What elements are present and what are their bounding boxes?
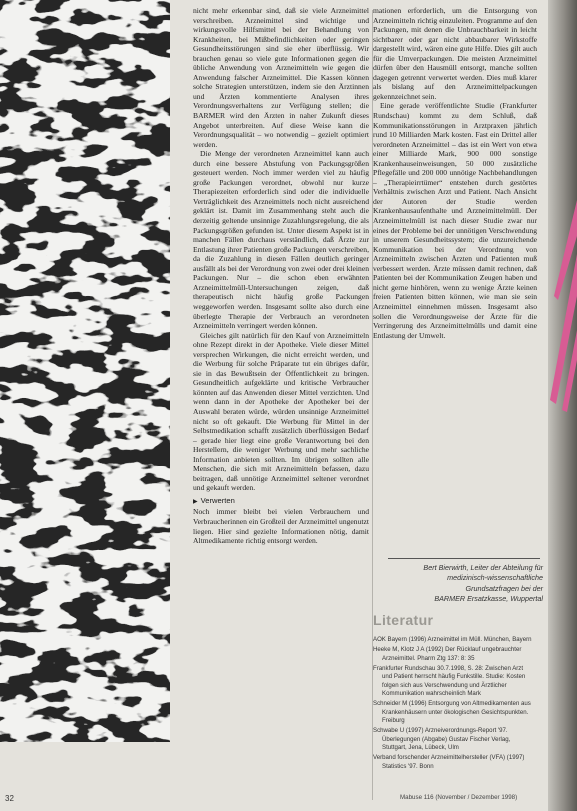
author-note [393,563,543,604]
paragraph: nicht mehr erkennbar sind, daß sie viele Arzneimittel verschreiben. Arzneimittel sind wichtige und wirkungsvolle Hilfsmittel bei der Behandlung von Krankheiten, bei Mißbefindlichkeiten oder geringen Gesundheitsstörungen sind sie eher überflüssig. Wir brauchen genau so viele gute Informationen gegen die übliche Anwendung von Arzneimitteln wie gegen die Anwendung falscher Arzneimittel. Die Kassen können solche Strategien unterstützen, indem sie den Ärztinnen und Ärzten kommentierte Analysen ihres Verordnungsverhaltens zur Verfügung stellen; die BARMER wird den Ärzten in naher Zukunft dieses Angebot unterbreiten. Auf diese Weise kann die Verordnungsqualität – wo notwendig – gezielt optimiert werden. [193,6,369,149]
paragraph: Gleiches gilt natürlich für den Kauf von Arzneimitteln ohne Rezept direkt in der Apotheke. Viele dieser Mittel versprechen Wirkungen, die nicht erreicht werden, und die Werbung für solche Präparate tut ein übriges dafür, sie in das Bewußtsein der Öffentlichkeit zu bringen. Gesundheitlich aufgeklärte und kritische Verbraucher könnten auf das Anwenden dieser Mittel verzichten. Und wenn dann in der Apotheke der Apotheker bei der Auswahl beraten würde, würden unsinnige Arzneimittel nicht so oft gekauft. Die Werbung für Mittel in der Selbstmedikation schafft zusätzlich überflüssigen Bedarf – gerade hier liegt eine große Verantwortung bei den Herstellern, die weniger Werbung und mehr sachliche Information anbieten sollten. Im übrigen sollten alle Menschen, die sich mit Arzneimitteln befassen, dazu beitragen, daß unnötige Arzneimittel seltener verordnet und gekauft werden. [193,330,369,493]
section-subhead [193,496,369,508]
paragraph: mationen erforderlich, um die Entsorgung von Arzneimitteln richtig einzuleiten. Programme auf den Packungen, mit denen die Unbrauchbarkeit in leicht sichtbarer oder gar nicht abbaubarer Wirkstoffe dargestellt wird, wären eine gute Hilfe. Dies gilt auch für die Umverpackungen. Die meisten Arzneimittel dürfen über den Hausmüll entsorgt, manche sollten dagegen getrennt verwertet werden. Dies muß klarer als bislang auf den Arzneimittelpackungen gekennzeichnet sein. [373,6,537,101]
reference: Heeke M, Klotz J A (1992) Der Rücklauf ungebrauchter Arzneimittel. Pharm Ztg 137: 8: 35 [373,646,522,662]
subhead-label: Verwerten [200,495,235,505]
paragraph: Noch immer bleibt bei vielen Verbrauchern und Verbraucherinnen ein Großteil der Arzneimittel ungenutzt liegen. Hier sind gezielte Informationen nötig, damit Altmedikamente richtig entsorgt werden. [193,507,369,546]
reference: AOK Bayern (1996) Arzneimittel im Müll. München, Bayern [373,636,532,643]
author-line: Bert Bierwirth, Leiter der Abteilung für [423,563,543,572]
reference: Verband forschender Arzneimittelhersteller (VFA) (1997) Statistics '97. Bonn [373,754,525,770]
triangle-right-icon: ▶ [193,498,198,505]
author-line: BARMER Ersatzkasse, Wuppertal [434,593,543,603]
facing-page-edge [548,0,577,811]
reference: Frankfurter Rundschau 30.7.1998, S. 28: Zwischen Arzt und Patient herrscht häufig Funkstille. Studie: Kosten folgen sich aus Verschwendung und Ärztlicher Kommunikation wahrscheinlich Mark [373,665,526,698]
page-number: 32 [5,794,14,803]
reference: Schwabe U (1997) Arzneiverordnungs-Report '97. Überlegungen (Abgabe) Gustav Fischer Verlag, Stuttgart, Jena, Lübeck, Ulm [373,727,511,752]
reference: Schneider M (1996) Entsorgung von Altmedikamenten aus Krankenhäusern unter ökologischen Gesichtspunkten. Freiburg [373,700,531,725]
literature-list [373,636,533,773]
paragraph: Die Menge der verordneten Arzneimittel kann auch durch eine bessere Abstufung von Packungsgrößen gesteuert werden. Noch immer werden viel zu häufig große Packungen verordnet, obwohl nur kurze Therapiezeiten erforderlich sind oder die individuelle Verträglichkeit des Arzneimittels noch nicht ausreichend geklärt ist. Damit im Zusammenhang steht auch die derzeitig geltende unsinnige Zuzahlungsregelung, die als Packungsgrößen gefunden ist. Unter diesem Aspekt ist in manchen Fällen durchaus verständlich, daß Ärzte zur Entlastung ihrer Patienten große Packungen verschreiben, da die Zuzahlung in diesen Fällen deutlich geringer ausfällt als bei der Verordnung von zwei oder drei kleinen Packungen. Nur – die schon eben erwähnten Arzneimittelmüll-Untersuchungen zeigen, daß therapeutisch nicht häufig große Packungen weggeworfen werden. Insgesamt sollte also durch eine überlegte Therapie der Verbrauch an verordneten Arzneimitteln verringert werden können. [193,149,369,331]
water-surface-photo [0,0,170,742]
article-column-right [373,6,537,340]
pink-ribbon-graphic [548,0,577,811]
issue-footer: Mabuse 116 (November / Dezember 1998) [400,794,518,801]
literature-heading: Literatur [373,612,434,628]
author-divider [388,558,540,559]
author-line: medizinisch-wissenschaftliche [447,573,543,583]
article-column-left [193,6,369,546]
author-line: Grundsatzfragen bei der [465,583,543,593]
paragraph: Eine gerade veröffentlichte Studie (Frankfurter Rundschau) kommt zu dem Schluß, daß Kommunikationsstörungen in Arztpraxen jährlich rund 10 Milliarden Mark kosten. Fast ein Drittel aller verordneten Arzneimittel – das ist ein Wert von etwa einer Milliarde Mark, 900 000 sonstige Krankenhauseinweisungen, 50 000 zusätzliche Pflegefälle und 200 000 unnötige Nachbehandlungen – „Therapieirrtümer“ entstehen durch gestörtes Verhältnis zwischen Arzt und Patient. Nach Ansicht der Autoren der Studie werden Krankenhausaufenthalte und Arzneimittelmüll. Der Arzneimittelmüll ist nach dieser Studie zwar nur eines der Probleme bei der unnötigen Verschwendung in unserem Gesundheitssystem; die unzureichende Kommunikation bei der Verordnung von Arzneimitteln zwischen Ärzten und Patienten muß verbessert werden. Ärzte müssen damit rechnen, daß Patienten bei der Kommunikation Zeugen haben und nicht gerne hinhören, wenn zu wenige Ärzte keinen freien Patienten bitten können, wie man sie sein Arzneimittel einnehmen müssen. Insgesamt also sollen die Verordnungsweise der Ärzte für die Verringerung des Arzneimittelmülls und damit eine Entlastung der Umwelt. [373,101,537,340]
